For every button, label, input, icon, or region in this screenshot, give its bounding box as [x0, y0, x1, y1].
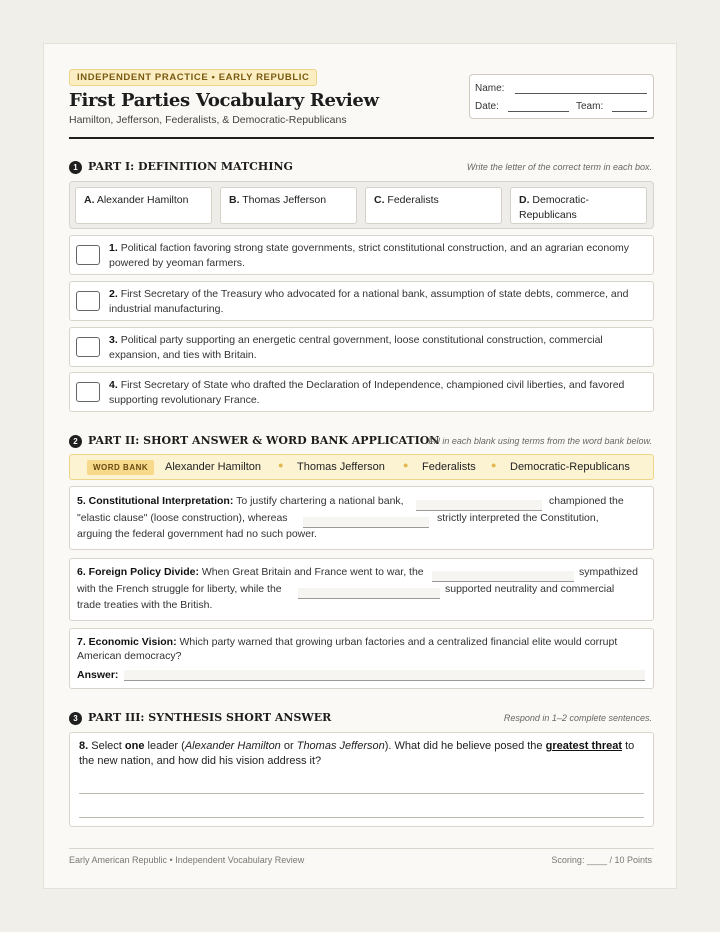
question-8-text [79, 739, 643, 769]
question-text: When Great Britain and France went to war, the [201, 566, 424, 578]
matching-question [69, 235, 654, 275]
worksheet-page [43, 43, 677, 889]
question-body: First Secretary of the Treasury who advocated for a national bank, assumption of state debts, commerce, and industrial manufacturing. [109, 288, 629, 315]
context-badge: INDEPENDENT PRACTICE • EARLY REPUBLIC [69, 69, 317, 86]
term-letter: A. [84, 194, 95, 206]
leader-name: Alexander Hamilton [184, 740, 281, 752]
question-text: sympathized [579, 566, 638, 578]
question-8-card [69, 732, 654, 827]
part3-heading: PART III: SYNTHESIS SHORT ANSWER [88, 711, 332, 724]
question-number: 2. [109, 288, 118, 300]
question-number: 3. [109, 334, 118, 346]
question-text: Select [91, 740, 122, 752]
term-option [75, 187, 212, 224]
emphasis: greatest threat [545, 740, 623, 752]
question-title: 6. Foreign Policy Divide: [77, 566, 199, 578]
question-number: 4. [109, 379, 118, 391]
matching-question [69, 281, 654, 321]
question-text: to the new nation, and how did his vision address it? [79, 740, 635, 767]
separator-dot-icon: ● [403, 460, 409, 470]
question-text: leader ( [147, 740, 185, 752]
part1-heading: PART I: DEFINITION MATCHING [88, 160, 293, 173]
part2-heading: PART II: SHORT ANSWER & WORD BANK APPLICATION [88, 434, 440, 447]
term-option [220, 187, 357, 224]
date-field[interactable] [508, 111, 569, 112]
question-text: championed the [549, 495, 624, 507]
scoring-label: Scoring: ____ / 10 Points [551, 855, 652, 865]
word-bank-label: WORD BANK [87, 460, 154, 475]
answer-label: Answer: [77, 669, 119, 681]
question-text [109, 241, 647, 270]
question-text [109, 287, 647, 316]
question-text: supported neutrality and commercial [445, 583, 615, 595]
word-bank-item: Alexander Hamilton [165, 461, 261, 473]
question-text: with the French struggle for liberty, while the [77, 583, 282, 595]
term-name: Federalists [387, 194, 439, 206]
question-text [109, 378, 647, 407]
question-5-card [69, 486, 654, 550]
answer-box[interactable] [76, 382, 100, 402]
question-number: 8. [79, 740, 89, 752]
answer-line[interactable] [124, 670, 645, 681]
footer-divider [69, 848, 654, 849]
question-text: strictly interpreted the Constitution, [437, 512, 599, 524]
question-text: or [283, 740, 294, 752]
part3-instructions: Respond in 1–2 complete sentences. [503, 713, 652, 723]
part1-instructions: Write the letter of the correct term in each box. [466, 162, 652, 172]
leader-name: Thomas Jefferson [296, 740, 385, 752]
question-6-line-1 [77, 564, 424, 581]
term-letter: C. [374, 194, 385, 206]
separator-dot-icon: ● [278, 460, 284, 470]
answer-blank[interactable] [298, 588, 440, 599]
matching-question [69, 327, 654, 367]
answer-box[interactable] [76, 337, 100, 357]
question-text: arguing the federal government had no such power. [77, 528, 317, 540]
page-subtitle: Hamilton, Jefferson, Federalists, & Democratic-Republicans [69, 114, 347, 126]
question-text: Which party warned that growing urban factories and a centralized financial elite would corrupt [179, 636, 618, 648]
name-field[interactable] [515, 93, 647, 94]
separator-dot-icon: ● [491, 460, 497, 470]
date-label: Date: [475, 101, 499, 112]
footer-left: Early American Republic • Independent Vocabulary Review [69, 855, 305, 865]
matching-question [69, 372, 654, 412]
question-title: 7. Economic Vision: [77, 636, 177, 648]
section-number: 3 [69, 712, 82, 725]
term-name: Thomas Jefferson [242, 194, 327, 206]
part2-instructions: Fill in each blank using terms from the word bank below. [428, 436, 652, 446]
emphasis: one [124, 740, 145, 752]
term-option [510, 187, 647, 224]
term-option [365, 187, 502, 224]
answer-box[interactable] [76, 245, 100, 265]
answer-box[interactable] [76, 291, 100, 311]
question-text: To justify chartering a national bank, [236, 495, 404, 507]
section-number: 2 [69, 435, 82, 448]
term-letter: B. [229, 194, 240, 206]
question-text: "elastic clause" (loose construction), whereas [77, 512, 288, 524]
question-text: ). What did he believe posed the [384, 740, 543, 752]
term-name: Democratic-Republicans [519, 194, 590, 221]
term-name: Alexander Hamilton [96, 194, 189, 206]
question-title: 5. Constitutional Interpretation: [77, 495, 234, 507]
question-text: American democracy? [77, 650, 182, 662]
section-number: 1 [69, 161, 82, 174]
word-bank [69, 454, 654, 480]
word-bank-item: Federalists [422, 461, 476, 473]
question-body: First Secretary of State who drafted the Declaration of Independence, championed civil liberties, and favored supporting revolutionary France. [109, 379, 625, 406]
question-text: trade treaties with the British. [77, 599, 213, 611]
word-bank-item: Democratic-Republicans [510, 461, 630, 473]
question-body: Political party supporting an energetic central government, loose constitutional construction, commercial expansion, and ties with Britain. [109, 334, 603, 361]
answer-line[interactable] [79, 793, 644, 794]
question-7-card [69, 628, 654, 689]
term-list [69, 181, 654, 229]
student-info-box [469, 74, 654, 119]
question-body: Political faction favoring strong state governments, strict constitutional construction, and an agrarian economy powered by yeoman farmers. [109, 242, 630, 269]
team-field[interactable] [612, 111, 647, 112]
answer-line[interactable] [79, 817, 644, 818]
question-text [109, 333, 647, 362]
team-label: Team: [576, 101, 604, 112]
term-letter: D. [519, 194, 530, 206]
word-bank-item: Thomas Jefferson [297, 461, 385, 473]
page-title: First Parties Vocabulary Review [69, 90, 379, 111]
question-number: 1. [109, 242, 118, 254]
header-divider [69, 137, 654, 139]
name-label: Name: [475, 83, 505, 94]
question-5-line-1 [77, 493, 404, 510]
question-6-card [69, 558, 654, 621]
answer-blank[interactable] [303, 517, 429, 528]
